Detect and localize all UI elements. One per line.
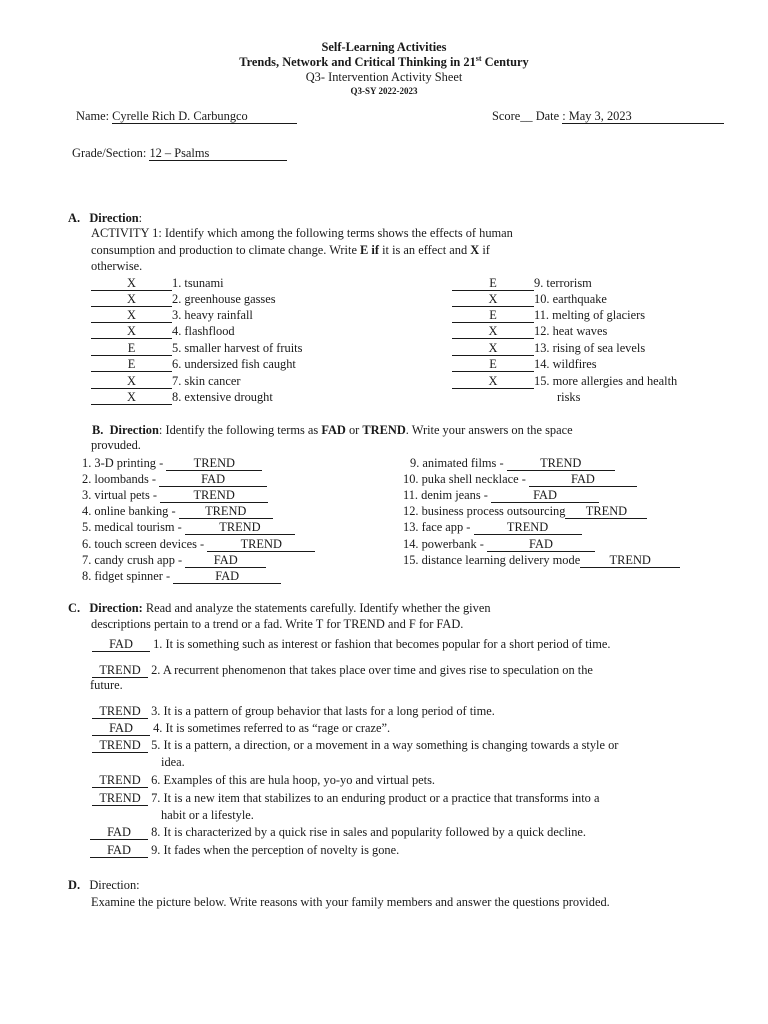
answer-blank: TREND xyxy=(507,457,615,471)
list-item: 11. denim jeans - FAD xyxy=(403,488,599,503)
list-item: 4. online banking - TREND xyxy=(82,504,273,519)
answer-blank: TREND xyxy=(179,505,273,519)
answer-blank: TREND xyxy=(92,792,148,806)
answer-blank: FAD xyxy=(185,554,266,568)
list-item: 15. distance learning delivery mode TREND xyxy=(403,553,680,568)
list-item: X 3. heavy rainfall xyxy=(91,308,253,323)
list-item: 3. virtual pets - TREND xyxy=(82,488,268,503)
list-item: X 12. heat waves xyxy=(452,324,607,339)
section-a-direction: A. Direction: xyxy=(68,211,143,225)
section-c-direction: C. Direction: Read and analyze the statements carefully. Identify whether the given xyxy=(68,601,491,615)
answer-blank: TREND xyxy=(565,505,647,519)
list-item: X 8. extensive drought xyxy=(91,390,273,405)
list-item: E 14. wildfires xyxy=(452,357,597,372)
list-item: FAD 8. It is characterized by a quick rise in sales and popularity followed by a quick decline. xyxy=(90,825,586,840)
list-item-continuation: risks xyxy=(557,390,581,404)
list-item: 13. face app - TREND xyxy=(403,520,582,535)
worksheet-title: Self-Learning Activities xyxy=(321,40,447,54)
activity-sheet-label: Q3- Intervention Activity Sheet xyxy=(305,70,463,84)
answer-blank: X xyxy=(91,293,172,307)
answer-blank: E xyxy=(452,277,534,291)
answer-blank: X xyxy=(91,375,172,389)
answer-blank: X xyxy=(91,309,172,323)
list-item: X 7. skin cancer xyxy=(91,374,240,389)
answer-blank: TREND xyxy=(166,457,262,471)
answer-blank: TREND xyxy=(580,554,680,568)
list-item: 5. medical tourism - TREND xyxy=(82,520,295,535)
answer-blank: TREND xyxy=(92,705,148,719)
answer-blank: FAD xyxy=(159,473,267,487)
list-item: 1. 3-D printing - TREND xyxy=(82,456,262,471)
list-item: 8. fidget spinner - FAD xyxy=(82,569,281,584)
list-item: TREND 7. It is a new item that stabilizes to an enduring product or a practice that transforms into a xyxy=(92,791,599,806)
worksheet-subtitle: Trends, Network and Critical Thinking in 21st Century xyxy=(239,53,529,69)
answer-blank: FAD xyxy=(491,489,599,503)
list-item: 12. business process outsourcing TREND xyxy=(403,504,647,519)
date-value: : May 3, 2023 xyxy=(562,110,724,124)
answer-blank: TREND xyxy=(92,739,148,753)
answer-blank: X xyxy=(452,325,534,339)
name-line: Name: Cyrelle Rich D. Carbungco xyxy=(76,109,297,124)
answer-blank: X xyxy=(91,325,172,339)
answer-blank: FAD xyxy=(529,473,637,487)
answer-blank: X xyxy=(452,375,534,389)
list-item: 9. animated films - TREND xyxy=(410,456,615,471)
answer-blank: X xyxy=(452,293,534,307)
answer-blank: FAD xyxy=(90,826,148,840)
section-a-instruction-3: otherwise. xyxy=(91,259,143,273)
section-d-instruction: Examine the picture below. Write reasons with your family members and answer the questions provided. xyxy=(91,895,610,909)
score-date-line: Score__ Date : May 3, 2023 xyxy=(492,109,724,124)
list-item: 2. loombands - FAD xyxy=(82,472,267,487)
list-item: 10. puka shell necklace - FAD xyxy=(403,472,637,487)
list-item: X 13. rising of sea levels xyxy=(452,341,645,356)
answer-blank: FAD xyxy=(92,722,150,736)
answer-blank: E xyxy=(91,358,172,372)
school-year: Q3-SY 2022-2023 xyxy=(350,86,418,96)
answer-blank: TREND xyxy=(207,538,315,552)
answer-blank: X xyxy=(91,277,172,291)
section-b-direction: B. Direction: Identify the following terms as FAD or TREND. Write your answers on the space xyxy=(92,423,573,437)
answer-blank: TREND xyxy=(474,521,582,535)
list-item: TREND 3. It is a pattern of group behavior that lasts for a long period of time. xyxy=(92,704,495,719)
list-item: 14. powerbank - FAD xyxy=(403,537,595,552)
answer-blank: FAD xyxy=(90,844,148,858)
list-item: X 2. greenhouse gasses xyxy=(91,292,276,307)
answer-blank: E xyxy=(91,342,172,356)
list-item-continuation: future. xyxy=(90,678,123,692)
list-item: E 9. terrorism xyxy=(452,276,592,291)
list-item-continuation: habit or a lifestyle. xyxy=(161,808,254,822)
grade-section-value: 12 – Psalms xyxy=(149,147,287,161)
answer-blank: X xyxy=(452,342,534,356)
list-item: FAD 9. It fades when the perception of novelty is gone. xyxy=(90,843,399,858)
list-item: TREND 6. Examples of this are hula hoop, yo-yo and virtual pets. xyxy=(92,773,435,788)
list-item: TREND 5. It is a pattern, a direction, or a movement in a way something is changing towards a style or xyxy=(92,738,618,753)
list-item: E 11. melting of glaciers xyxy=(452,308,645,323)
section-a-instruction-1: ACTIVITY 1: Identify which among the following terms shows the effects of human xyxy=(91,226,513,240)
list-item: E 6. undersized fish caught xyxy=(91,357,296,372)
list-item: FAD 4. It is sometimes referred to as “rage or craze”. xyxy=(92,721,390,736)
answer-blank: E xyxy=(452,358,534,372)
list-item: FAD 1. It is something such as interest or fashion that becomes popular for a short period of time. xyxy=(92,637,610,652)
list-item-continuation: idea. xyxy=(161,755,185,769)
name-value: Cyrelle Rich D. Carbungco xyxy=(112,110,297,124)
list-item: X 1. tsunami xyxy=(91,276,224,291)
answer-blank: TREND xyxy=(92,774,148,788)
list-item: 7. candy crush app - FAD xyxy=(82,553,266,568)
grade-section-line: Grade/Section: 12 – Psalms xyxy=(72,146,287,161)
answer-blank: X xyxy=(91,391,172,405)
answer-blank: E xyxy=(452,309,534,323)
section-a-instruction-2: consumption and production to climate change. Write E if it is an effect and X if xyxy=(91,243,490,257)
answer-blank: TREND xyxy=(185,521,295,535)
list-item: X 10. earthquake xyxy=(452,292,607,307)
section-d-direction: D. Direction: xyxy=(68,878,140,892)
list-item: X 4. flashflood xyxy=(91,324,235,339)
answer-blank: FAD xyxy=(487,538,595,552)
answer-blank: FAD xyxy=(92,638,150,652)
section-c-instruction-2: descriptions pertain to a trend or a fad. Write T for TREND and F for FAD. xyxy=(91,617,464,631)
list-item: 6. touch screen devices - TREND xyxy=(82,537,315,552)
section-b-instruction-2: provuded. xyxy=(91,438,141,452)
list-item: E 5. smaller harvest of fruits xyxy=(91,341,302,356)
list-item: TREND 2. A recurrent phenomenon that takes place over time and gives rise to speculation on the xyxy=(92,663,593,678)
list-item: X 15. more allergies and health xyxy=(452,374,677,389)
answer-blank: TREND xyxy=(92,664,148,678)
answer-blank: TREND xyxy=(160,489,268,503)
answer-blank: FAD xyxy=(173,570,281,584)
